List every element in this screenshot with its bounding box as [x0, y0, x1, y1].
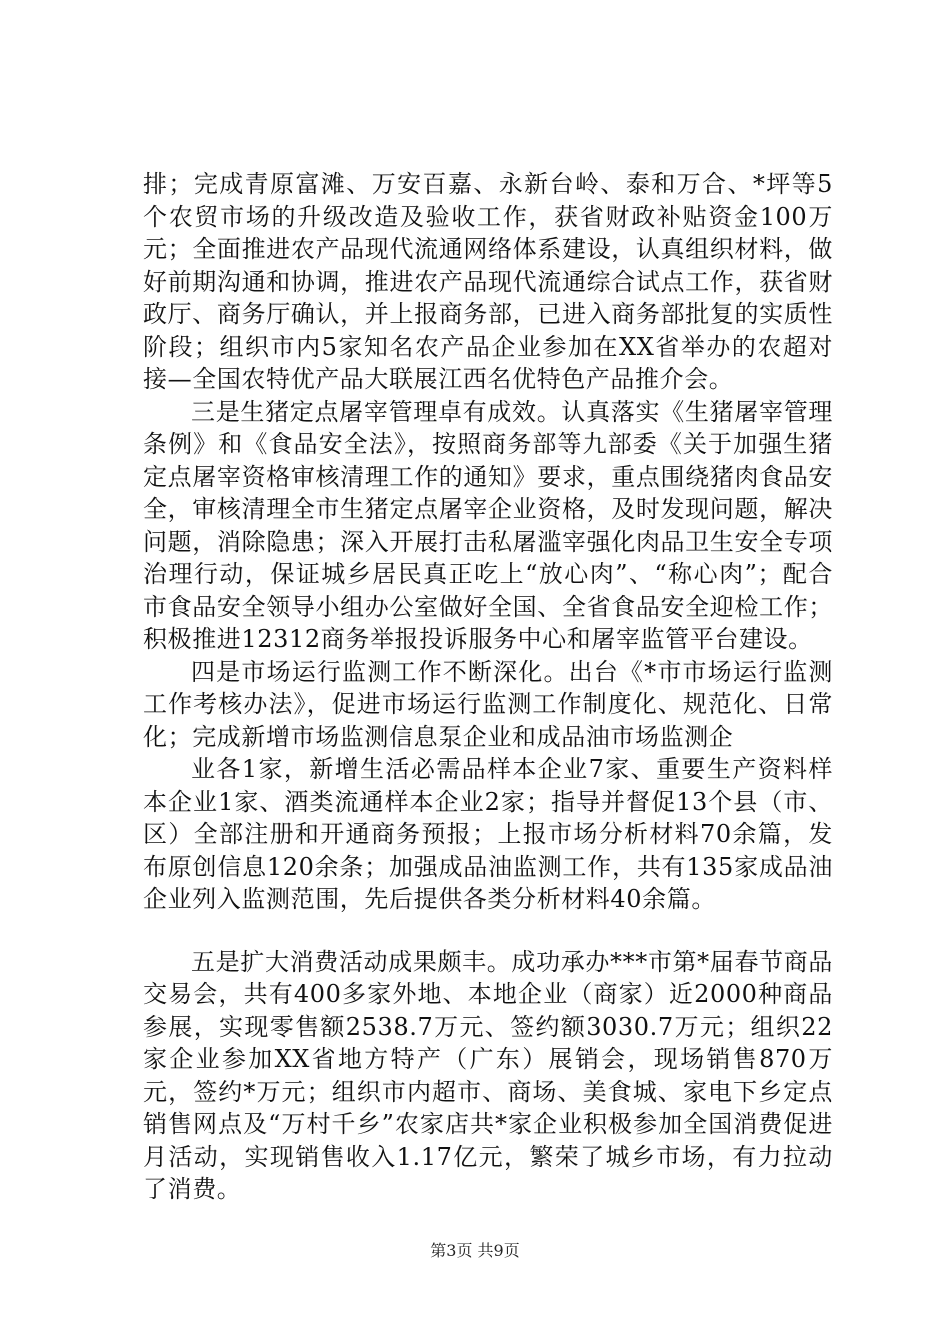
- paragraph-continuation: 排；完成青原富滩、万安百嘉、永新台岭、泰和万合、*坪等5个农贸市场的升级改造及验收工作，获省财政补贴资金100万元；全面推进农产品现代流通网络体系建设，认真组织材料，做好前期沟通和协调，推进农产品现代流通综合试点工作，获省财政厅、商务厅确认，并上报商务部，已进入商务部批复的实质性阶段；组织市内5家知名农产品企业参加在XX省举办的农超对接—全国农特优产品大联展江西名优特色产品推介会。: [143, 170, 833, 393]
- paragraph-consumption-activities: 五是扩大消费活动成果颇丰。成功承办***市第*届春节商品交易会，共有400多家外地、本地企业（商家）近2000种商品参展，实现零售额2538.7万元、签约额3030.7万元；组织22家企业参加XX省地方特产（广东）展销会，现场销售870万元，签约*万元；组织市内超市、商场、美食城、家电下乡定点销售网点及“万村千乡”农家店共*家企业积极参加全国消费促进月活动，实现销售收入1.17亿元，繁荣了城乡市场，有力拉动了消费。: [143, 947, 833, 1203]
- paragraph-market-monitoring-continued: 业各1家，新增生活必需品样本企业7家、重要生产资料样本企业1家、酒类流通样本企业2家；指导并督促13个县（市、区）全部注册和开通商务预报；上报市场分析材料70余篇，发布原创信息120余条；加强成品油监测工作，共有135家成品油企业列入监测范围，先后提供各类分析材料40余篇。: [143, 755, 833, 913]
- document-body: [143, 168, 833, 1206]
- paragraph-market-monitoring: 四是市场运行监测工作不断深化。出台《*市市场运行监测工作考核办法》，促进市场运行监测工作制度化、规范化、日常化；完成新增市场监测信息泵企业和成品油市场监测企: [143, 657, 833, 751]
- paragraph-slaughter-management: 三是生猪定点屠宰管理卓有成效。认真落实《生猪屠宰管理条例》和《食品安全法》，按照商务部等九部委《关于加强生猪定点屠宰资格审核清理工作的通知》要求，重点围绕猪肉食品安全，审核清理全市生猪定点屠宰企业资格，及时发现问题，解决问题，消除隐患；深入开展打击私屠滥宰强化肉品卫生安全专项治理行动，保证城乡居民真正吃上“放心肉”、“称心肉”；配合市食品安全领导小组办公室做好全国、全省食品安全迎检工作；积极推进12312商务举报投诉服务中心和屠宰监管平台建设。: [143, 397, 833, 653]
- page-footer: 第3页 共9页: [430, 1241, 520, 1260]
